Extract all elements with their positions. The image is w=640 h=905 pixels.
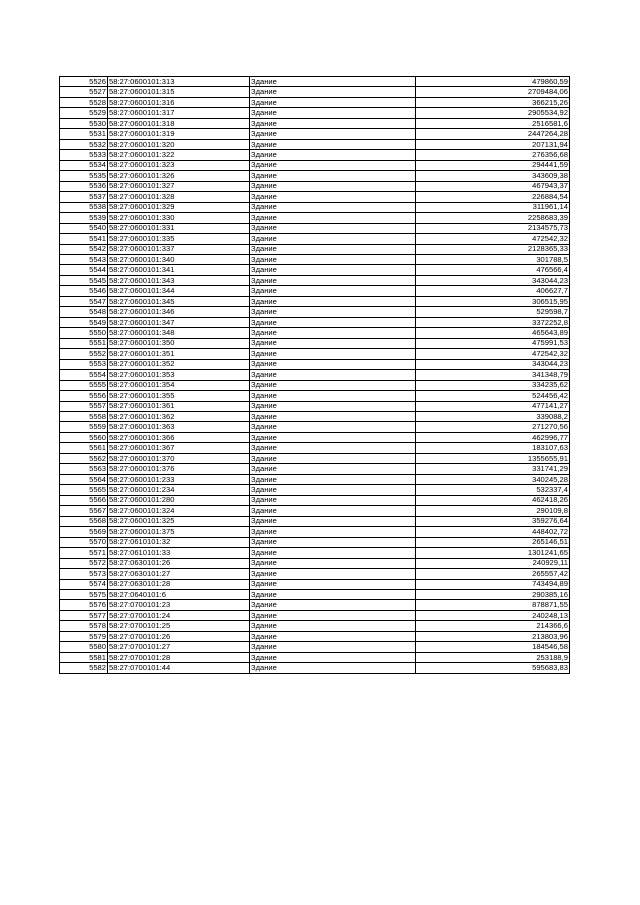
table-row (60, 663, 570, 673)
object-type-cell: Здание (250, 254, 416, 264)
table-row (60, 495, 570, 505)
cadastral-value-cell: 340245,28 (416, 474, 570, 484)
cadastral-number-cell: 58:27:0600101:323 (108, 160, 250, 170)
object-type-cell: Здание (250, 663, 416, 673)
cadastral-number-cell: 58:27:0600101:318 (108, 118, 250, 128)
row-number-cell: 5553 (60, 359, 108, 369)
table-row (60, 160, 570, 170)
table-row (60, 317, 570, 327)
row-number-cell: 5543 (60, 254, 108, 264)
cadastral-number-cell: 58:27:0600101:353 (108, 370, 250, 380)
cadastral-value-cell: 1301241,65 (416, 548, 570, 558)
row-number-cell: 5576 (60, 600, 108, 610)
cadastral-value-cell: 276356,68 (416, 150, 570, 160)
cadastral-value-cell: 477141,27 (416, 401, 570, 411)
cadastral-number-cell: 58:27:0600101:317 (108, 108, 250, 118)
object-type-cell: Здание (250, 453, 416, 463)
row-number-cell: 5581 (60, 652, 108, 662)
cadastral-value-cell: 529598,7 (416, 307, 570, 317)
table-row (60, 286, 570, 296)
cadastral-value-cell: 214366,6 (416, 621, 570, 631)
row-number-cell: 5541 (60, 234, 108, 244)
row-number-cell: 5547 (60, 296, 108, 306)
object-type-cell: Здание (250, 213, 416, 223)
object-type-cell: Здание (250, 181, 416, 191)
row-number-cell: 5528 (60, 97, 108, 107)
table-row (60, 652, 570, 662)
object-type-cell: Здание (250, 349, 416, 359)
row-number-cell: 5537 (60, 192, 108, 202)
cadastral-value-cell: 226884,54 (416, 192, 570, 202)
row-number-cell: 5579 (60, 631, 108, 641)
table-row (60, 87, 570, 97)
row-number-cell: 5565 (60, 485, 108, 495)
cadastral-value-cell: 290109,8 (416, 506, 570, 516)
row-number-cell: 5530 (60, 118, 108, 128)
cadastral-value-cell: 2447264,28 (416, 129, 570, 139)
table-row (60, 244, 570, 254)
row-number-cell: 5558 (60, 412, 108, 422)
object-type-cell: Здание (250, 234, 416, 244)
cadastral-value-cell: 472542,32 (416, 234, 570, 244)
object-type-cell: Здание (250, 296, 416, 306)
cadastral-value-cell: 467943,37 (416, 181, 570, 191)
object-type-cell: Здание (250, 244, 416, 254)
cadastral-value-cell: 476566,4 (416, 265, 570, 275)
row-number-cell: 5532 (60, 139, 108, 149)
row-number-cell: 5568 (60, 516, 108, 526)
cadastral-value-cell: 462418,26 (416, 495, 570, 505)
row-number-cell: 5555 (60, 380, 108, 390)
object-type-cell: Здание (250, 495, 416, 505)
cadastral-value-cell: 462996,77 (416, 432, 570, 442)
cadastral-number-cell: 58:27:0700101:26 (108, 631, 250, 641)
row-number-cell: 5546 (60, 286, 108, 296)
row-number-cell: 5556 (60, 391, 108, 401)
object-type-cell: Здание (250, 97, 416, 107)
cadastral-value-cell: 207131,94 (416, 139, 570, 149)
object-type-cell: Здание (250, 108, 416, 118)
cadastral-number-cell: 58:27:0600101:337 (108, 244, 250, 254)
cadastral-number-cell: 58:27:0600101:330 (108, 213, 250, 223)
cadastral-value-cell: 265557,42 (416, 569, 570, 579)
table-row (60, 537, 570, 547)
cadastral-value-cell: 2258683,39 (416, 213, 570, 223)
cadastral-value-cell: 341348,79 (416, 370, 570, 380)
cadastral-value-cell: 479860,59 (416, 77, 570, 87)
object-type-cell: Здание (250, 202, 416, 212)
cadastral-value-cell: 3372252,8 (416, 317, 570, 327)
table-row (60, 453, 570, 463)
cadastral-value-cell: 240248,13 (416, 610, 570, 620)
row-number-cell: 5562 (60, 453, 108, 463)
cadastral-value-cell: 1355655,91 (416, 453, 570, 463)
cadastral-value-cell: 294441,59 (416, 160, 570, 170)
row-number-cell: 5526 (60, 77, 108, 87)
table-row (60, 150, 570, 160)
table-row (60, 129, 570, 139)
row-number-cell: 5577 (60, 610, 108, 620)
table-row (60, 432, 570, 442)
object-type-cell: Здание (250, 631, 416, 641)
cadastral-number-cell: 58:27:0600101:328 (108, 192, 250, 202)
table-row (60, 558, 570, 568)
cadastral-value-cell: 253188,9 (416, 652, 570, 662)
cadastral-value-cell: 532337,4 (416, 485, 570, 495)
cadastral-value-cell: 472542,32 (416, 349, 570, 359)
cadastral-number-cell: 58:27:0610101:32 (108, 537, 250, 547)
cadastral-value-cell: 359276,64 (416, 516, 570, 526)
table-row (60, 464, 570, 474)
object-type-cell: Здание (250, 422, 416, 432)
cadastral-number-cell: 58:27:0600101:340 (108, 254, 250, 264)
row-number-cell: 5563 (60, 464, 108, 474)
cadastral-number-cell: 58:27:0630101:28 (108, 579, 250, 589)
cadastral-value-cell: 334235,62 (416, 380, 570, 390)
cadastral-number-cell: 58:27:0630101:27 (108, 569, 250, 579)
table-row (60, 443, 570, 453)
cadastral-number-cell: 58:27:0640101:6 (108, 589, 250, 599)
cadastral-value-cell: 240929,11 (416, 558, 570, 568)
object-type-cell: Здание (250, 569, 416, 579)
object-type-cell: Здание (250, 548, 416, 558)
table-row (60, 171, 570, 181)
row-number-cell: 5540 (60, 223, 108, 233)
row-number-cell: 5571 (60, 548, 108, 558)
row-number-cell: 5560 (60, 432, 108, 442)
cadastral-number-cell: 58:27:0600101:347 (108, 317, 250, 327)
cadastral-number-cell: 58:27:0700101:25 (108, 621, 250, 631)
cadastral-number-cell: 58:27:0600101:350 (108, 338, 250, 348)
object-type-cell: Здание (250, 129, 416, 139)
object-type-cell: Здание (250, 464, 416, 474)
table-row (60, 610, 570, 620)
table-row (60, 474, 570, 484)
cadastral-value-cell: 878871,55 (416, 600, 570, 610)
cadastral-number-cell: 58:27:0600101:352 (108, 359, 250, 369)
cadastral-number-cell: 58:27:0600101:376 (108, 464, 250, 474)
object-type-cell: Здание (250, 328, 416, 338)
table-row (60, 380, 570, 390)
row-number-cell: 5572 (60, 558, 108, 568)
object-type-cell: Здание (250, 443, 416, 453)
cadastral-number-cell: 58:27:0600101:316 (108, 97, 250, 107)
table-row (60, 589, 570, 599)
cadastral-value-cell: 743494,89 (416, 579, 570, 589)
table-row (60, 296, 570, 306)
row-number-cell: 5567 (60, 506, 108, 516)
table-row (60, 139, 570, 149)
cadastral-number-cell: 58:27:0600101:351 (108, 349, 250, 359)
table-row (60, 328, 570, 338)
cadastral-number-cell: 58:27:0600101:234 (108, 485, 250, 495)
cadastral-value-cell: 2134575,73 (416, 223, 570, 233)
object-type-cell: Здание (250, 537, 416, 547)
object-type-cell: Здание (250, 600, 416, 610)
row-number-cell: 5557 (60, 401, 108, 411)
table-row (60, 77, 570, 87)
object-type-cell: Здание (250, 370, 416, 380)
table-row (60, 265, 570, 275)
cadastral-value-cell: 448402,72 (416, 527, 570, 537)
cadastral-number-cell: 58:27:0600101:366 (108, 432, 250, 442)
cadastral-number-cell: 58:27:0610101:33 (108, 548, 250, 558)
row-number-cell: 5548 (60, 307, 108, 317)
table-row (60, 97, 570, 107)
cadastral-value-cell: 475991,53 (416, 338, 570, 348)
object-type-cell: Здание (250, 589, 416, 599)
table-row (60, 118, 570, 128)
cadastral-number-cell: 58:27:0600101:324 (108, 506, 250, 516)
object-type-cell: Здание (250, 317, 416, 327)
cadastral-value-cell: 366215,26 (416, 97, 570, 107)
row-number-cell: 5545 (60, 275, 108, 285)
object-type-cell: Здание (250, 307, 416, 317)
table-row (60, 234, 570, 244)
cadastral-number-cell: 58:27:0600101:348 (108, 328, 250, 338)
cadastral-number-cell: 58:27:0600101:326 (108, 171, 250, 181)
object-type-cell: Здание (250, 527, 416, 537)
cadastral-number-cell: 58:27:0600101:313 (108, 77, 250, 87)
table-row (60, 569, 570, 579)
row-number-cell: 5538 (60, 202, 108, 212)
row-number-cell: 5578 (60, 621, 108, 631)
cadastral-number-cell: 58:27:0600101:233 (108, 474, 250, 484)
table-row (60, 202, 570, 212)
row-number-cell: 5570 (60, 537, 108, 547)
object-type-cell: Здание (250, 139, 416, 149)
row-number-cell: 5550 (60, 328, 108, 338)
cadastral-number-cell: 58:27:0700101:44 (108, 663, 250, 673)
table-row (60, 485, 570, 495)
row-number-cell: 5534 (60, 160, 108, 170)
cadastral-value-cell: 311961,14 (416, 202, 570, 212)
table-row (60, 338, 570, 348)
cadastral-number-cell: 58:27:0600101:320 (108, 139, 250, 149)
table-row (60, 579, 570, 589)
row-number-cell: 5575 (60, 589, 108, 599)
object-type-cell: Здание (250, 391, 416, 401)
cadastral-number-cell: 58:27:0600101:375 (108, 527, 250, 537)
object-type-cell: Здание (250, 485, 416, 495)
cadastral-value-cell: 183107,63 (416, 443, 570, 453)
table-row (60, 506, 570, 516)
cadastral-number-cell: 58:27:0600101:355 (108, 391, 250, 401)
cadastral-number-cell: 58:27:0600101:325 (108, 516, 250, 526)
cadastral-number-cell: 58:27:0600101:331 (108, 223, 250, 233)
object-type-cell: Здание (250, 516, 416, 526)
table-row (60, 631, 570, 641)
cadastral-value-cell: 339088,2 (416, 412, 570, 422)
object-type-cell: Здание (250, 401, 416, 411)
cadastral-number-cell: 58:27:0600101:354 (108, 380, 250, 390)
table-row (60, 422, 570, 432)
cadastral-number-cell: 58:27:0600101:370 (108, 453, 250, 463)
row-number-cell: 5573 (60, 569, 108, 579)
table-row (60, 213, 570, 223)
cadastral-value-cell: 290385,16 (416, 589, 570, 599)
cadastral-number-cell: 58:27:0600101:367 (108, 443, 250, 453)
cadastral-value-cell: 595683,83 (416, 663, 570, 673)
cadastral-number-cell: 58:27:0700101:28 (108, 652, 250, 662)
cadastral-number-cell: 58:27:0630101:26 (108, 558, 250, 568)
object-type-cell: Здание (250, 275, 416, 285)
cadastral-value-cell: 265146,51 (416, 537, 570, 547)
row-number-cell: 5542 (60, 244, 108, 254)
row-number-cell: 5582 (60, 663, 108, 673)
object-type-cell: Здание (250, 642, 416, 652)
object-type-cell: Здание (250, 359, 416, 369)
object-type-cell: Здание (250, 77, 416, 87)
row-number-cell: 5561 (60, 443, 108, 453)
object-type-cell: Здание (250, 87, 416, 97)
table-row (60, 223, 570, 233)
object-type-cell: Здание (250, 610, 416, 620)
object-type-cell: Здание (250, 338, 416, 348)
cadastral-number-cell: 58:27:0600101:362 (108, 412, 250, 422)
cadastral-number-cell: 58:27:0600101:343 (108, 275, 250, 285)
table-row (60, 108, 570, 118)
object-type-cell: Здание (250, 160, 416, 170)
row-number-cell: 5559 (60, 422, 108, 432)
cadastral-number-cell: 58:27:0600101:280 (108, 495, 250, 505)
row-number-cell: 5569 (60, 527, 108, 537)
object-type-cell: Здание (250, 380, 416, 390)
table-row (60, 370, 570, 380)
cadastral-number-cell: 58:27:0600101:319 (108, 129, 250, 139)
cadastral-value-cell: 271270,56 (416, 422, 570, 432)
cadastral-number-cell: 58:27:0600101:361 (108, 401, 250, 411)
registry-table (59, 76, 570, 674)
cadastral-value-cell: 184546,58 (416, 642, 570, 652)
row-number-cell: 5536 (60, 181, 108, 191)
row-number-cell: 5566 (60, 495, 108, 505)
cadastral-value-cell: 306515,95 (416, 296, 570, 306)
table-row (60, 181, 570, 191)
object-type-cell: Здание (250, 432, 416, 442)
table-row (60, 254, 570, 264)
cadastral-value-cell: 2128365,33 (416, 244, 570, 254)
row-number-cell: 5574 (60, 579, 108, 589)
cadastral-number-cell: 58:27:0600101:345 (108, 296, 250, 306)
object-type-cell: Здание (250, 286, 416, 296)
row-number-cell: 5533 (60, 150, 108, 160)
cadastral-number-cell: 58:27:0600101:341 (108, 265, 250, 275)
cadastral-value-cell: 343609,38 (416, 171, 570, 181)
table-row (60, 391, 570, 401)
cadastral-number-cell: 58:27:0600101:346 (108, 307, 250, 317)
object-type-cell: Здание (250, 265, 416, 275)
cadastral-number-cell: 58:27:0600101:315 (108, 87, 250, 97)
table-row (60, 516, 570, 526)
object-type-cell: Здание (250, 150, 416, 160)
cadastral-number-cell: 58:27:0700101:24 (108, 610, 250, 620)
cadastral-number-cell: 58:27:0600101:335 (108, 234, 250, 244)
object-type-cell: Здание (250, 506, 416, 516)
cadastral-value-cell: 406627,7 (416, 286, 570, 296)
object-type-cell: Здание (250, 171, 416, 181)
cadastral-value-cell: 213803,96 (416, 631, 570, 641)
cadastral-number-cell: 58:27:0600101:344 (108, 286, 250, 296)
object-type-cell: Здание (250, 412, 416, 422)
row-number-cell: 5554 (60, 370, 108, 380)
cadastral-value-cell: 2905534,92 (416, 108, 570, 118)
cadastral-value-cell: 2516581,6 (416, 118, 570, 128)
cadastral-value-cell: 524456,42 (416, 391, 570, 401)
table-row (60, 349, 570, 359)
cadastral-value-cell: 331741,29 (416, 464, 570, 474)
table-row (60, 401, 570, 411)
object-type-cell: Здание (250, 558, 416, 568)
cadastral-value-cell: 343044,23 (416, 275, 570, 285)
row-number-cell: 5580 (60, 642, 108, 652)
cadastral-number-cell: 58:27:0700101:23 (108, 600, 250, 610)
object-type-cell: Здание (250, 223, 416, 233)
table-row (60, 359, 570, 369)
row-number-cell: 5549 (60, 317, 108, 327)
table-row (60, 548, 570, 558)
cadastral-value-cell: 343044,23 (416, 359, 570, 369)
cadastral-value-cell: 465643,89 (416, 328, 570, 338)
table-row (60, 642, 570, 652)
row-number-cell: 5564 (60, 474, 108, 484)
table-row (60, 275, 570, 285)
object-type-cell: Здание (250, 474, 416, 484)
row-number-cell: 5535 (60, 171, 108, 181)
cadastral-value-cell: 2709484,06 (416, 87, 570, 97)
registry-table-body (60, 77, 570, 674)
table-row (60, 600, 570, 610)
table-row (60, 192, 570, 202)
object-type-cell: Здание (250, 192, 416, 202)
object-type-cell: Здание (250, 621, 416, 631)
object-type-cell: Здание (250, 118, 416, 128)
row-number-cell: 5531 (60, 129, 108, 139)
table-row (60, 527, 570, 537)
row-number-cell: 5552 (60, 349, 108, 359)
row-number-cell: 5527 (60, 87, 108, 97)
cadastral-number-cell: 58:27:0600101:363 (108, 422, 250, 432)
cadastral-number-cell: 58:27:0600101:329 (108, 202, 250, 212)
row-number-cell: 5529 (60, 108, 108, 118)
cadastral-value-cell: 301788,5 (416, 254, 570, 264)
cadastral-number-cell: 58:27:0600101:322 (108, 150, 250, 160)
cadastral-number-cell: 58:27:0600101:327 (108, 181, 250, 191)
object-type-cell: Здание (250, 652, 416, 662)
table-row (60, 621, 570, 631)
row-number-cell: 5544 (60, 265, 108, 275)
table-row (60, 307, 570, 317)
row-number-cell: 5539 (60, 213, 108, 223)
cadastral-number-cell: 58:27:0700101:27 (108, 642, 250, 652)
table-row (60, 412, 570, 422)
row-number-cell: 5551 (60, 338, 108, 348)
object-type-cell: Здание (250, 579, 416, 589)
